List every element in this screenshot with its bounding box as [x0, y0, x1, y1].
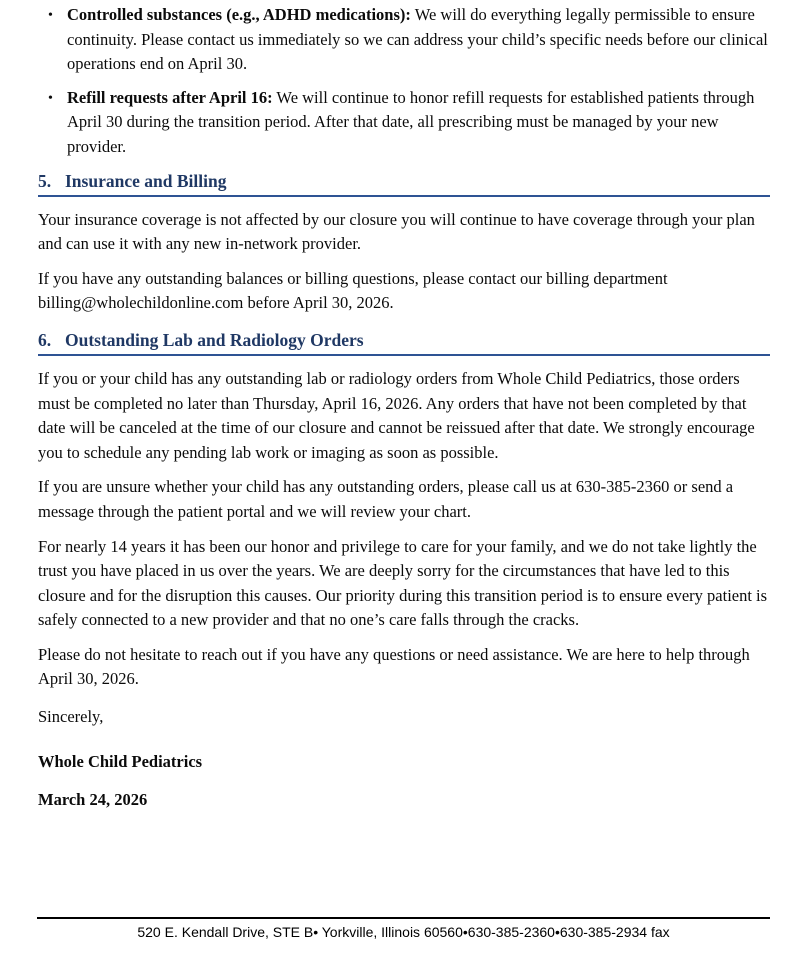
section-outstanding-lab-and-radiology-orders	[38, 329, 770, 525]
bullet-lead: Controlled substances (e.g., ADHD medications):	[67, 5, 411, 24]
section-number: 5.	[38, 170, 52, 191]
paragraph: If you have any outstanding balances or billing questions, please contact our billing department billing@wholechildonline.com before April 30, 2026.	[38, 268, 668, 313]
bullet-lead: Refill requests after April 16:	[67, 87, 273, 107]
footer-address: 520 E. Kendall Drive, STE B• Yorkville, Illinois 60560•630-385-2360•630-385-2934 fax	[137, 924, 670, 940]
bullet-list	[48, 3, 770, 160]
bullet-body: We will do everything legally permissible to ensure continuity. Please contact us immediately so we can address your child’s specific needs before our clinical operations end on April 30.	[67, 5, 768, 74]
paragraph: If you or your child has any outstanding lab or radiology orders from Whole Child Pediatrics, those orders must be completed no later than Thursday, April 16, 2026. Any orders that have not been completed by that date will be canceled at the time of our closure and cannot be reissued after that date. We strongly encourage you to schedule any pending lab work or imaging as soon as possible.	[38, 368, 755, 462]
list-item	[48, 3, 770, 77]
section-heading	[38, 329, 770, 356]
signoff: Sincerely,	[38, 707, 104, 727]
bullet-text	[67, 3, 770, 77]
page-footer	[37, 917, 770, 941]
section-number: 6.	[38, 329, 52, 350]
section-title: Insurance and Billing	[65, 170, 227, 191]
paragraph: For nearly 14 years it has been our honor and privilege to care for your family, and we do not take lightly the trust you have placed in us over the years. We are deeply sorry for the circumstances that have led to this closure and for the disruption this causes. Our priority during this transition period is to ensure every patient is safely connected to a new provider and that no one’s care falls through the cracks.	[38, 536, 768, 630]
signature-name: Whole Child Pediatrics	[38, 751, 203, 771]
bullet-icon: •	[48, 8, 53, 23]
section-heading	[38, 170, 770, 197]
paragraph: If you are unsure whether your child has any outstanding orders, please call us at 630-385-2360 or send a message through the patient portal and we will review your chart.	[38, 477, 734, 521]
paragraph: Your insurance coverage is not affected by our closure you will continue to have coverage through your plan and can use it with any new in-network provider.	[38, 209, 755, 254]
closing-block	[38, 535, 770, 813]
section-title: Outstanding Lab and Radiology Orders	[65, 329, 364, 350]
bullet-body: We will continue to honor refill requests for established patients through April 30 during the transition period. After that date, all prescribing must be managed by your new provider.	[67, 87, 755, 156]
paragraph: Please do not hesitate to reach out if you have any questions or need assistance. We are here to help through April 30, 2026.	[38, 644, 750, 689]
bullet-text	[67, 86, 770, 160]
letter-date: March 24, 2026	[38, 790, 148, 810]
bullet-icon: •	[48, 90, 53, 106]
section-insurance-and-billing	[38, 170, 770, 316]
list-item	[48, 86, 770, 160]
